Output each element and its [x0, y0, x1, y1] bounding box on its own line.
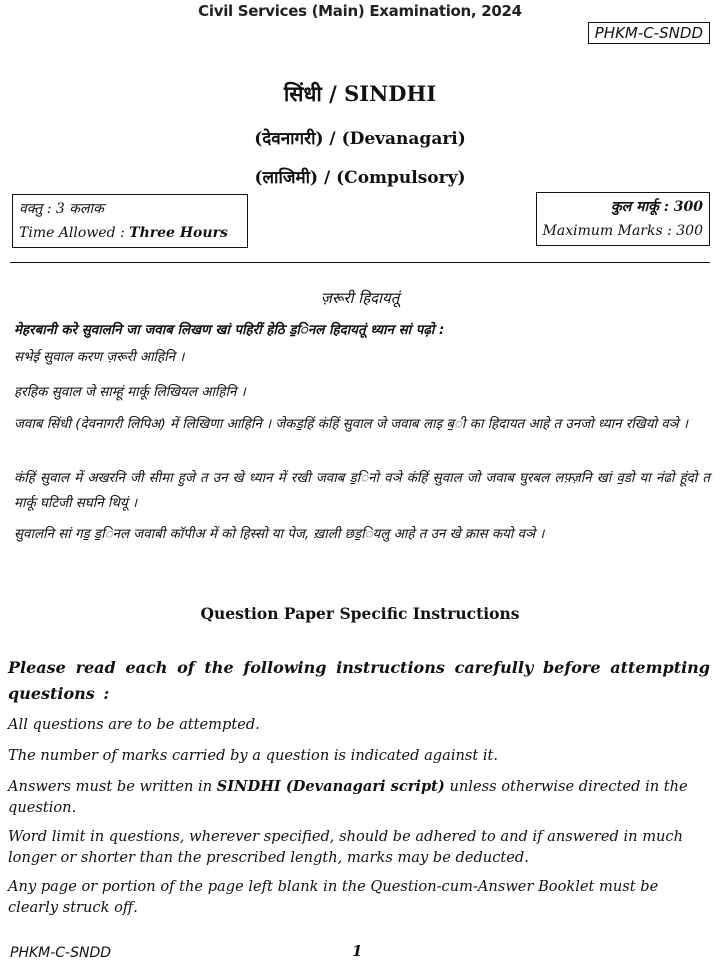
sindhi-instruction-3: जवाब सिंधी (देवनागरी लिपिअ) में लिखिणा आहिनि । जेकड॒हिं कंहिं सुवाल जे जवाब लाइ ब॒ी का हिदायत आहे त उनजो ध्यान रखियो वञे ।	[14, 417, 688, 432]
english-instruction-2: The number of marks carried by a question is indicated against it.	[8, 747, 499, 764]
marks-english: Maximum Marks : 300	[542, 223, 703, 239]
sindhi-instructions-lead: मेहरबानी करे सुवालनि जा जवाब लिखण खां पहिरीं हेठि ड॒िनल हिदायतूं ध्यान सां पढ़ो :	[14, 323, 445, 338]
time-sindhi: वक्तु : 3 कलाक	[19, 201, 104, 217]
sindhi-instructions-title: ज़रूरी हिदायतूं	[320, 289, 400, 307]
footer-paper-code: PHKM-C-SNDD	[10, 945, 112, 961]
sindhi-instruction-4: कंहिं सुवाल में अखरनि जी सीमा हुजे त उन खे ध्यान में रखी जवाब ड॒िनो वञे कंहिं सुवाल जो जवाब घुरबल लफ़्ज़नि खां व॒डो या नंढो हूंदो त मार्कू घटिजी सघनि थियूं ।	[14, 471, 710, 511]
time-allowed-box	[12, 194, 248, 248]
page-number: 1	[352, 942, 363, 960]
english-instruction-1: All questions are to be attempted.	[8, 716, 260, 733]
paper-type: (लाजिमी) / (Compulsory)	[254, 168, 466, 188]
english-instruction-4: Word limit in questions, wherever specified, should be adhered to and if answered in much longer or shorter than the prescribed length, marks may be deducted.	[8, 828, 684, 866]
instruction-3-after: unless otherwise directed in the question.	[8, 778, 688, 816]
sindhi-instruction-2: हरहिक सुवाल जे साम्हूं मार्कू लिखियल आहिनि ।	[14, 385, 246, 400]
time-english	[19, 221, 241, 245]
instruction-3-bold: SINDHI (Devanagari script)	[216, 778, 445, 795]
english-instruction-3	[8, 776, 710, 818]
instruction-3-before: Answers must be written in	[8, 778, 217, 795]
paper-code-box: PHKM-C-SNDD	[588, 22, 710, 44]
english-instructions-title: Question Paper Specific Instructions	[200, 604, 520, 623]
exam-title: Civil Services (Main) Examination, 2024	[198, 2, 522, 20]
subject-title: सिंधी / SINDHI	[283, 81, 437, 106]
marks-sindhi: कुल मार्कू : 300	[610, 199, 703, 215]
time-value: Three Hours	[129, 225, 228, 241]
maximum-marks-box	[536, 192, 710, 246]
time-label: Time Allowed :	[19, 225, 125, 241]
english-instruction-5: Any page or portion of the page left blank in the Question-cum-Answer Booklet must be clearly struck off.	[8, 878, 659, 916]
sindhi-instruction-5: सुवालनि सां गड॒ ड॒िनल जवाबी कॉपीअ में को हिस्सो या पेज, ख़ाली छड॒ियलु आहे त उन खे क्रास कयो वञे ।	[14, 527, 545, 542]
sindhi-instruction-1: सभेई सुवाल करण ज़रूरी आहिनि ।	[14, 350, 185, 365]
divider	[10, 262, 710, 263]
english-instructions-lead: Please read each of the following instructions carefully before attempting questions :	[8, 658, 710, 703]
script-title: (देवनागरी) / (Devanagari)	[254, 129, 466, 149]
